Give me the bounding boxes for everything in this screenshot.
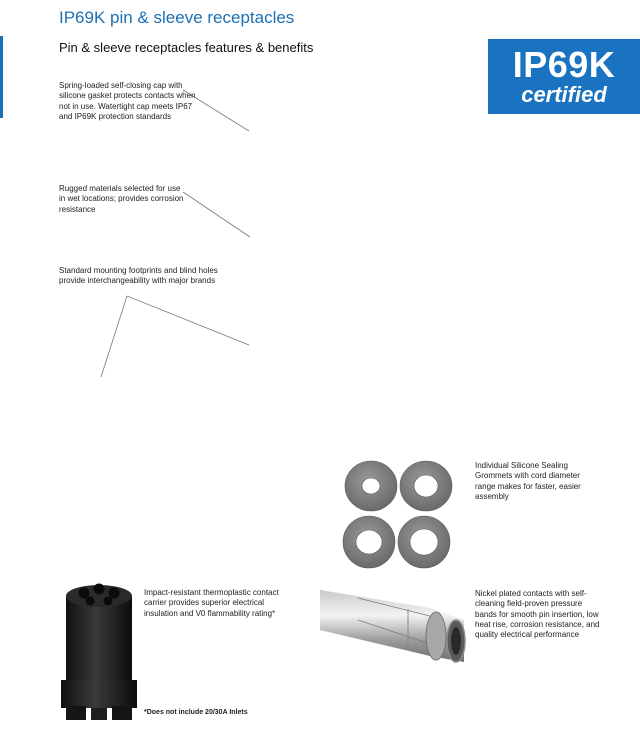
callout-cap: Spring-loaded self-closing cap with silicone gasket protects contacts when not in use. Watertight cap meets IP67 and IP69K protection standards	[59, 81, 196, 121]
callout-contacts: Nickel plated contacts with self-cleaning field-proven pressure bands for smooth pin insertion, low heat rise, corrosion resistance, and quality electrical performance	[475, 589, 600, 640]
grommet-2	[400, 461, 452, 511]
callout-carrier: Impact-resistant thermoplastic contact carrier provides superior electrical insulation and V0 flammability rating*	[144, 588, 279, 618]
grommet-3	[343, 516, 395, 568]
badge-rating: IP69K	[512, 44, 616, 85]
nickel-contact-image	[318, 586, 470, 670]
grommet-4	[398, 516, 450, 568]
leader-line-mounting-b	[101, 296, 127, 377]
page-title: IP69K pin & sleeve receptacles	[59, 8, 295, 27]
callout-mounting: Standard mounting footprints and blind holes provide interchangeability with major brands	[59, 266, 218, 286]
leader-line-mounting-a	[127, 296, 249, 345]
silicone-grommets-image	[336, 456, 462, 574]
badge-certified: certified	[521, 82, 607, 107]
callout-materials: Rugged materials selected for use in wet locations; provides corrosion resistance	[59, 184, 184, 214]
contact-carrier-image	[58, 582, 140, 726]
footnote: *Does not include 20/30A Inlets	[144, 709, 248, 716]
leader-line-materials	[183, 192, 250, 237]
grommet-1	[345, 461, 397, 511]
callout-grommets: Individual Silicone Sealing Grommets with cord diameter range makes for faster, easier assembly	[475, 461, 581, 501]
section-subtitle: Pin & sleeve receptacles features & benefits	[59, 40, 314, 55]
